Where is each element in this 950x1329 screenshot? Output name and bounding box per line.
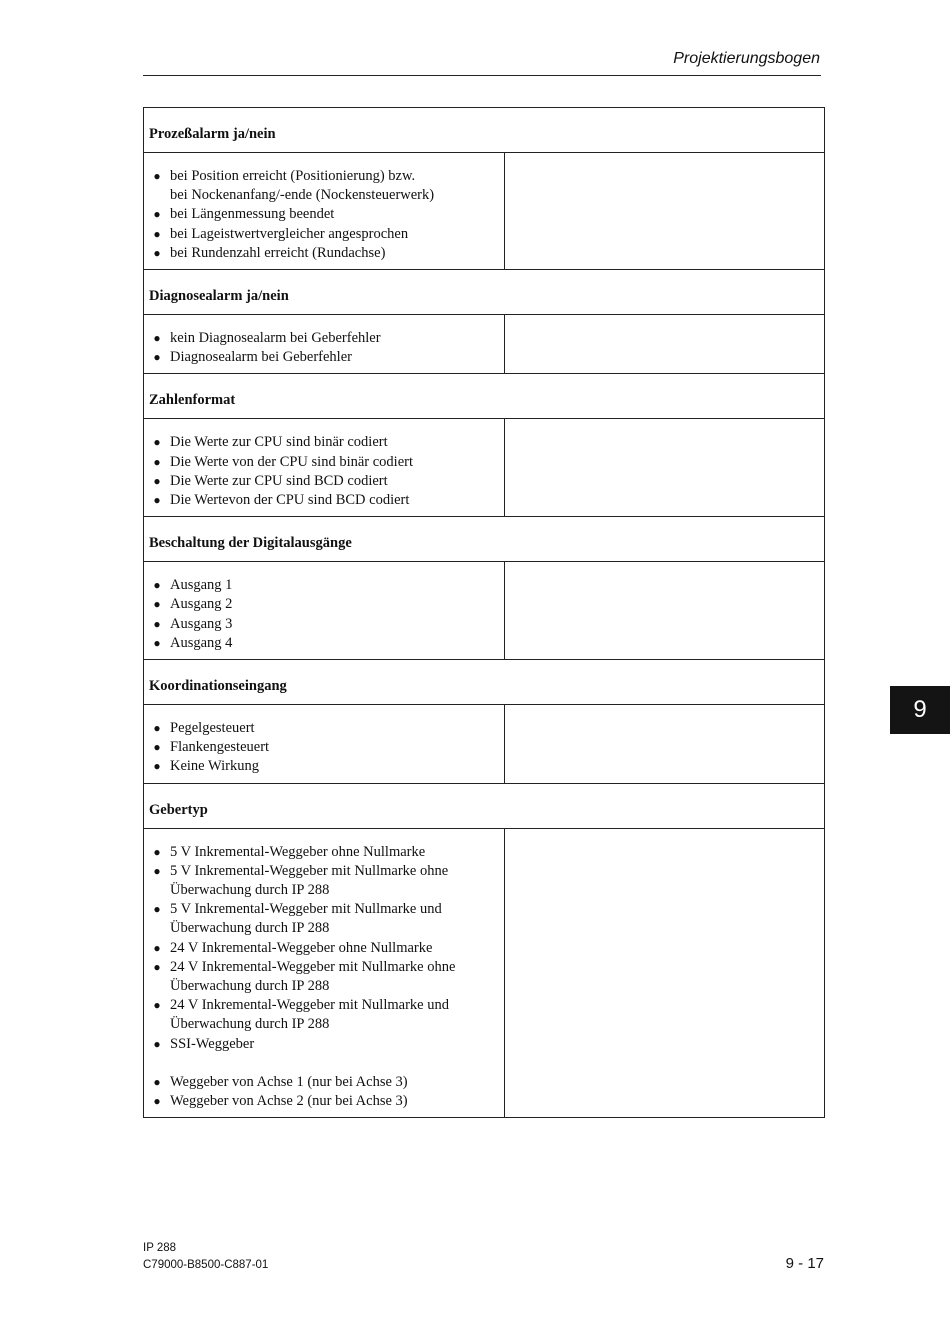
option-text-line: Überwachung durch IP 288 — [170, 920, 330, 937]
entry-field[interactable] — [505, 419, 824, 516]
option-text-line: bei Lageistwertvergleicher angesprochen — [170, 225, 409, 242]
option-text — [170, 576, 504, 595]
option-text-line: Diagnosealarm bei Geberfehler — [170, 349, 352, 366]
section-heading: Diagnosealarm ja/nein — [144, 270, 824, 315]
option-item — [144, 329, 504, 348]
option-item — [144, 900, 504, 938]
option-text-line: Keine Wirkung — [170, 758, 259, 775]
bullet-icon: ● — [153, 844, 161, 859]
option-text — [170, 615, 504, 634]
option-text-line: bei Nockenanfang/-ende (Nockensteuerwerk) — [170, 187, 435, 204]
option-text — [170, 1035, 504, 1054]
footer-order-number: C79000-B8500-C887-01 — [143, 1259, 269, 1271]
section-heading: Beschaltung der Digitalausgänge — [144, 517, 824, 562]
option-text — [170, 634, 504, 653]
option-item — [144, 862, 504, 900]
option-text — [170, 900, 504, 938]
option-text — [170, 225, 504, 244]
footer-product: IP 288 — [143, 1242, 177, 1254]
option-item — [144, 719, 504, 738]
option-text — [170, 719, 504, 738]
section-options-row — [144, 562, 824, 660]
running-title: Projektierungsbogen — [673, 50, 820, 67]
option-item — [144, 1092, 504, 1111]
option-text — [170, 1073, 504, 1092]
option-item — [144, 996, 504, 1034]
option-text — [170, 167, 504, 205]
option-text — [170, 738, 504, 757]
option-text-line: 24 V Inkremental-Weggeber mit Nullmarke und — [170, 997, 449, 1014]
header-rule — [143, 75, 821, 76]
option-text — [170, 329, 504, 348]
bullet-icon: ● — [153, 740, 161, 755]
footer-product-info — [143, 1240, 268, 1274]
option-item — [144, 958, 504, 996]
section-heading: Prozeßalarm ja/nein — [144, 108, 824, 153]
option-text-line: kein Diagnosealarm bei Geberfehler — [170, 330, 381, 347]
option-text — [170, 348, 504, 367]
option-item — [144, 244, 504, 263]
option-text-line: Pegelgesteuert — [170, 720, 255, 737]
option-text-line: Überwachung durch IP 288 — [170, 978, 330, 995]
bullet-icon: ● — [153, 578, 161, 593]
option-text-line: Die Werte zur CPU sind binär codiert — [170, 434, 388, 451]
bullet-icon: ● — [153, 998, 161, 1013]
section-options-row — [144, 419, 824, 517]
bullet-icon: ● — [153, 635, 161, 650]
option-text-line: 24 V Inkremental-Weggeber mit Nullmarke ohne — [170, 958, 456, 975]
option-text-line: SSI-Weggeber — [170, 1035, 255, 1052]
section-options-row — [144, 153, 824, 270]
option-item — [144, 843, 504, 862]
section-options-row — [144, 829, 824, 1118]
option-spacer — [144, 1054, 504, 1073]
option-text-line: bei Position erreicht (Positionierung) bzw. — [170, 168, 416, 184]
option-text — [170, 996, 504, 1034]
chapter-tab: 9 — [890, 686, 950, 734]
section-options-row — [144, 315, 824, 374]
option-text-line: Ausgang 1 — [170, 577, 233, 594]
option-item — [144, 348, 504, 367]
bullet-icon: ● — [153, 863, 161, 878]
option-text-line: Weggeber von Achse 2 (nur bei Achse 3) — [170, 1093, 408, 1110]
option-item — [144, 1035, 504, 1054]
bullet-icon: ● — [153, 350, 161, 365]
option-text-line: Die Werte zur CPU sind BCD codiert — [170, 472, 388, 489]
bullet-icon: ● — [153, 940, 161, 955]
option-item — [144, 595, 504, 614]
option-text-line: bei Längenmessung beendet — [170, 206, 335, 223]
bullet-icon: ● — [153, 759, 161, 774]
bullet-icon: ● — [153, 1094, 161, 1109]
option-text-line: Überwachung durch IP 288 — [170, 882, 330, 899]
bullet-icon: ● — [153, 245, 161, 260]
option-text-line: Ausgang 2 — [170, 596, 233, 613]
option-text-line: 24 V Inkremental-Weggeber ohne Nullmarke — [170, 939, 433, 956]
option-text — [170, 244, 504, 263]
option-text — [170, 595, 504, 614]
option-item — [144, 634, 504, 653]
option-text-line: Weggeber von Achse 1 (nur bei Achse 3) — [170, 1073, 408, 1090]
bullet-icon: ● — [153, 616, 161, 631]
bullet-icon: ● — [153, 207, 161, 222]
bullet-icon: ● — [153, 331, 161, 346]
option-text-line: Die Wertevon der CPU sind BCD codiert — [170, 492, 410, 509]
option-text — [170, 433, 504, 452]
option-text-line: Die Werte von der CPU sind binär codiert — [170, 453, 413, 470]
option-item — [144, 225, 504, 244]
bullet-icon: ● — [153, 721, 161, 736]
option-text — [170, 939, 504, 958]
option-item — [144, 939, 504, 958]
option-list — [144, 315, 505, 373]
configuration-form-table — [143, 107, 825, 1118]
entry-field[interactable] — [505, 562, 824, 659]
option-list — [144, 562, 505, 659]
bullet-icon: ● — [153, 473, 161, 488]
bullet-icon: ● — [153, 959, 161, 974]
bullet-icon: ● — [153, 902, 161, 917]
bullet-icon: ● — [153, 454, 161, 469]
option-text-line: 5 V Inkremental-Weggeber mit Nullmarke und — [170, 901, 442, 918]
option-text — [170, 862, 504, 900]
option-item — [144, 576, 504, 595]
option-text — [170, 757, 504, 776]
option-text — [170, 958, 504, 996]
option-item — [144, 453, 504, 472]
option-text-line: 5 V Inkremental-Weggeber mit Nullmarke ohne — [170, 862, 449, 879]
section-heading: Gebertyp — [144, 784, 824, 829]
option-item — [144, 205, 504, 224]
option-item — [144, 433, 504, 452]
option-text-line: bei Rundenzahl erreicht (Rundachse) — [170, 244, 386, 261]
page-number: 9 - 17 — [785, 1255, 824, 1272]
option-item — [144, 491, 504, 510]
option-item — [144, 738, 504, 757]
option-list — [144, 829, 505, 1118]
entry-field[interactable] — [505, 705, 824, 783]
bullet-icon: ● — [153, 435, 161, 450]
option-text — [170, 491, 504, 510]
option-text — [170, 205, 504, 224]
entry-field[interactable] — [505, 315, 824, 373]
option-item — [144, 757, 504, 776]
section-heading: Koordinationseingang — [144, 660, 824, 705]
bullet-icon: ● — [153, 1074, 161, 1089]
option-list — [144, 153, 505, 269]
section-options-row — [144, 705, 824, 784]
option-list — [144, 419, 505, 516]
option-text-line: Flankengesteuert — [170, 739, 270, 756]
option-text — [170, 472, 504, 491]
option-text — [170, 453, 504, 472]
option-text — [170, 843, 504, 862]
option-text — [170, 1092, 504, 1111]
option-text-line: 5 V Inkremental-Weggeber ohne Nullmarke — [170, 843, 426, 860]
option-item — [144, 615, 504, 634]
option-text-line: Überwachung durch IP 288 — [170, 1016, 330, 1033]
entry-field[interactable] — [505, 153, 824, 269]
option-list — [144, 705, 505, 783]
bullet-icon: ● — [153, 169, 161, 183]
section-heading: Zahlenformat — [144, 374, 824, 419]
option-item — [144, 1073, 504, 1092]
option-text-line: Ausgang 3 — [170, 615, 233, 632]
bullet-icon: ● — [153, 493, 161, 508]
option-text-line: Ausgang 4 — [170, 634, 233, 651]
bullet-icon: ● — [153, 1036, 161, 1051]
bullet-icon: ● — [153, 226, 161, 241]
option-item — [144, 472, 504, 491]
bullet-icon: ● — [153, 597, 161, 612]
entry-field[interactable] — [505, 829, 824, 1118]
option-item — [144, 167, 504, 205]
